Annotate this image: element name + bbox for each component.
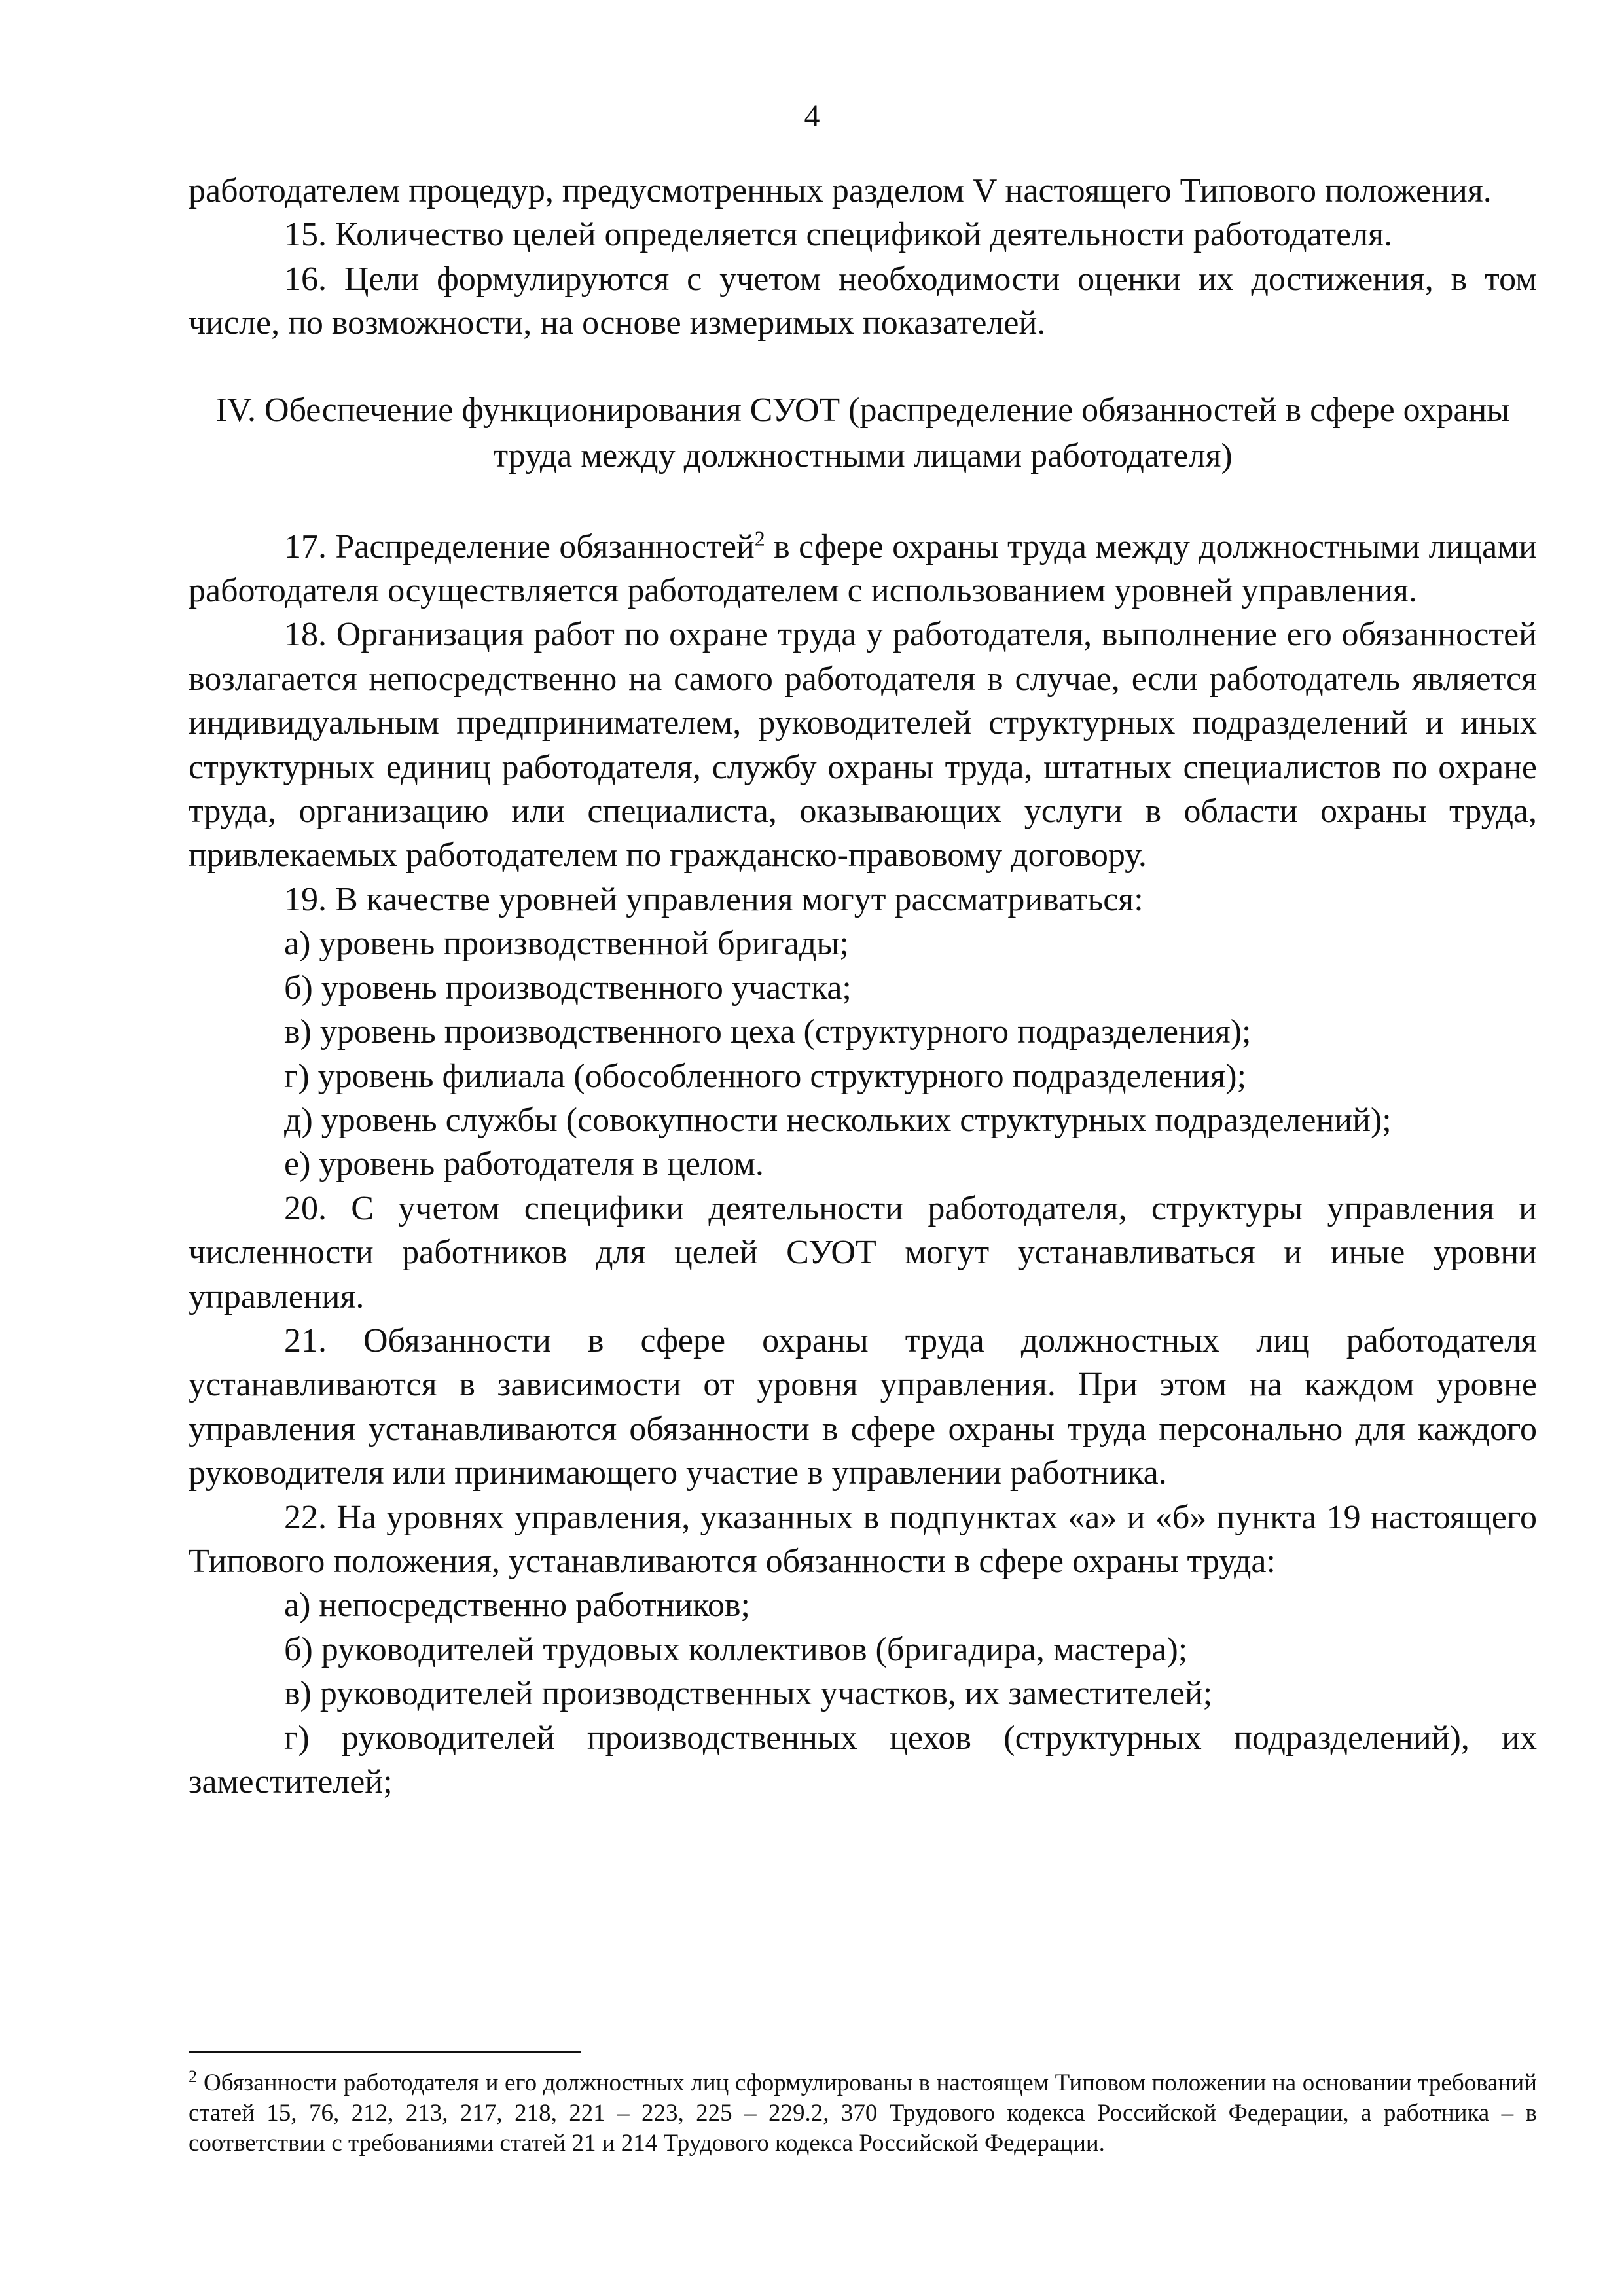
page-number: 4	[804, 99, 820, 134]
paragraph-17-start: 17. Распределение обязанностей	[284, 528, 755, 565]
list-item: б) руководителей трудовых коллективов (бригадира, мастера);	[284, 1630, 1188, 1668]
list-item: г) руководителей производственных цехов (структурных подразделений), их заместителей;	[189, 1719, 1537, 1801]
paragraph-22: 22. На уровнях управления, указанных в подпунктах «а» и «б» пункта 19 настоящего Типового положения, устанавливаются обязанности в сфере охраны труда:	[189, 1498, 1537, 1580]
list-item: а) уровень производственной бригады;	[284, 925, 849, 963]
paragraph-19: 19. В качестве уровней управления могут рассматриваться:	[284, 880, 1144, 918]
list-item: в) руководителей производственных участков, их заместителей;	[284, 1675, 1213, 1713]
paragraph-18: 18. Организация работ по охране труда у работодателя, выполнение его обязанностей возлагается непосредственно на самого работодателя в случае, если работодатель является индивидуальным предпринимателем, руководителей структурных подразделений и иных структурных единиц работодателя, службу охраны труда, штатных специалистов по охране труда, организацию или специалиста, оказывающих услуги в области охраны труда, привлекаемых работодателем по гражданско-правовому договору.	[189, 616, 1537, 874]
section-heading-iv: IV. Обеспечение функционирования СУОТ (распределение обязанностей в сфере охраны труда между должностными лицами работодателя)	[215, 391, 1510, 475]
footnote-text: Обязанности работодателя и его должностных лиц сформулированы в настоящем Типовом положении на основании требований статей 15, 76, 212, 213, 217, 218, 221 – 223, 225 – 229.2, 370 Трудового кодекса Российской Федерации, а работника – в соответствии с требованиями статей 21 и 214 Трудового кодекса Российской Федерации.	[189, 2070, 1537, 2157]
footnote	[189, 2068, 1537, 2159]
list-item: в) уровень производственного цеха (структурного подразделения);	[284, 1013, 1252, 1051]
paragraph-continuation: работодателем процедур, предусмотренных разделом V настоящего Типового положения.	[189, 172, 1492, 209]
footnote-reference: 2	[754, 526, 765, 550]
paragraph-21: 21. Обязанности в сфере охраны труда должностных лиц работодателя устанавливаются в зависимости от уровня управления. При этом на каждом уровне управления устанавливаются обязанности в сфере охраны труда персонально для каждого руководителя или принимающего участие в управлении работника.	[189, 1321, 1537, 1492]
list-item: а) непосредственно работников;	[284, 1587, 751, 1624]
paragraph-17-end: в сфере охраны труда между должностными лицами работодателя осуществляется работодателем с использованием уровней управления.	[189, 528, 1537, 610]
document-body	[189, 169, 1537, 1804]
footnote-divider	[189, 2051, 581, 2053]
paragraph-16: 16. Цели формулируются с учетом необходимости оценки их достижения, в том числе, по возможности, на основе измеримых показателей.	[189, 260, 1537, 342]
list-item: б) уровень производственного участка;	[284, 969, 852, 1007]
paragraph-15: 15. Количество целей определяется спецификой деятельности работодателя.	[284, 216, 1393, 254]
paragraph-20: 20. С учетом специфики деятельности работодателя, структуры управления и численности работников для целей СУОТ могут устанавливаться и иные уровни управления.	[189, 1189, 1537, 1316]
list-item: е) уровень работодателя в целом.	[284, 1145, 764, 1183]
list-item: г) уровень филиала (обособленного структурного подразделения);	[284, 1057, 1247, 1095]
paragraph-17	[189, 525, 1537, 613]
footnote-mark: 2	[189, 2066, 197, 2086]
list-item: д) уровень службы (совокупности нескольких структурных подразделений);	[284, 1101, 1392, 1139]
